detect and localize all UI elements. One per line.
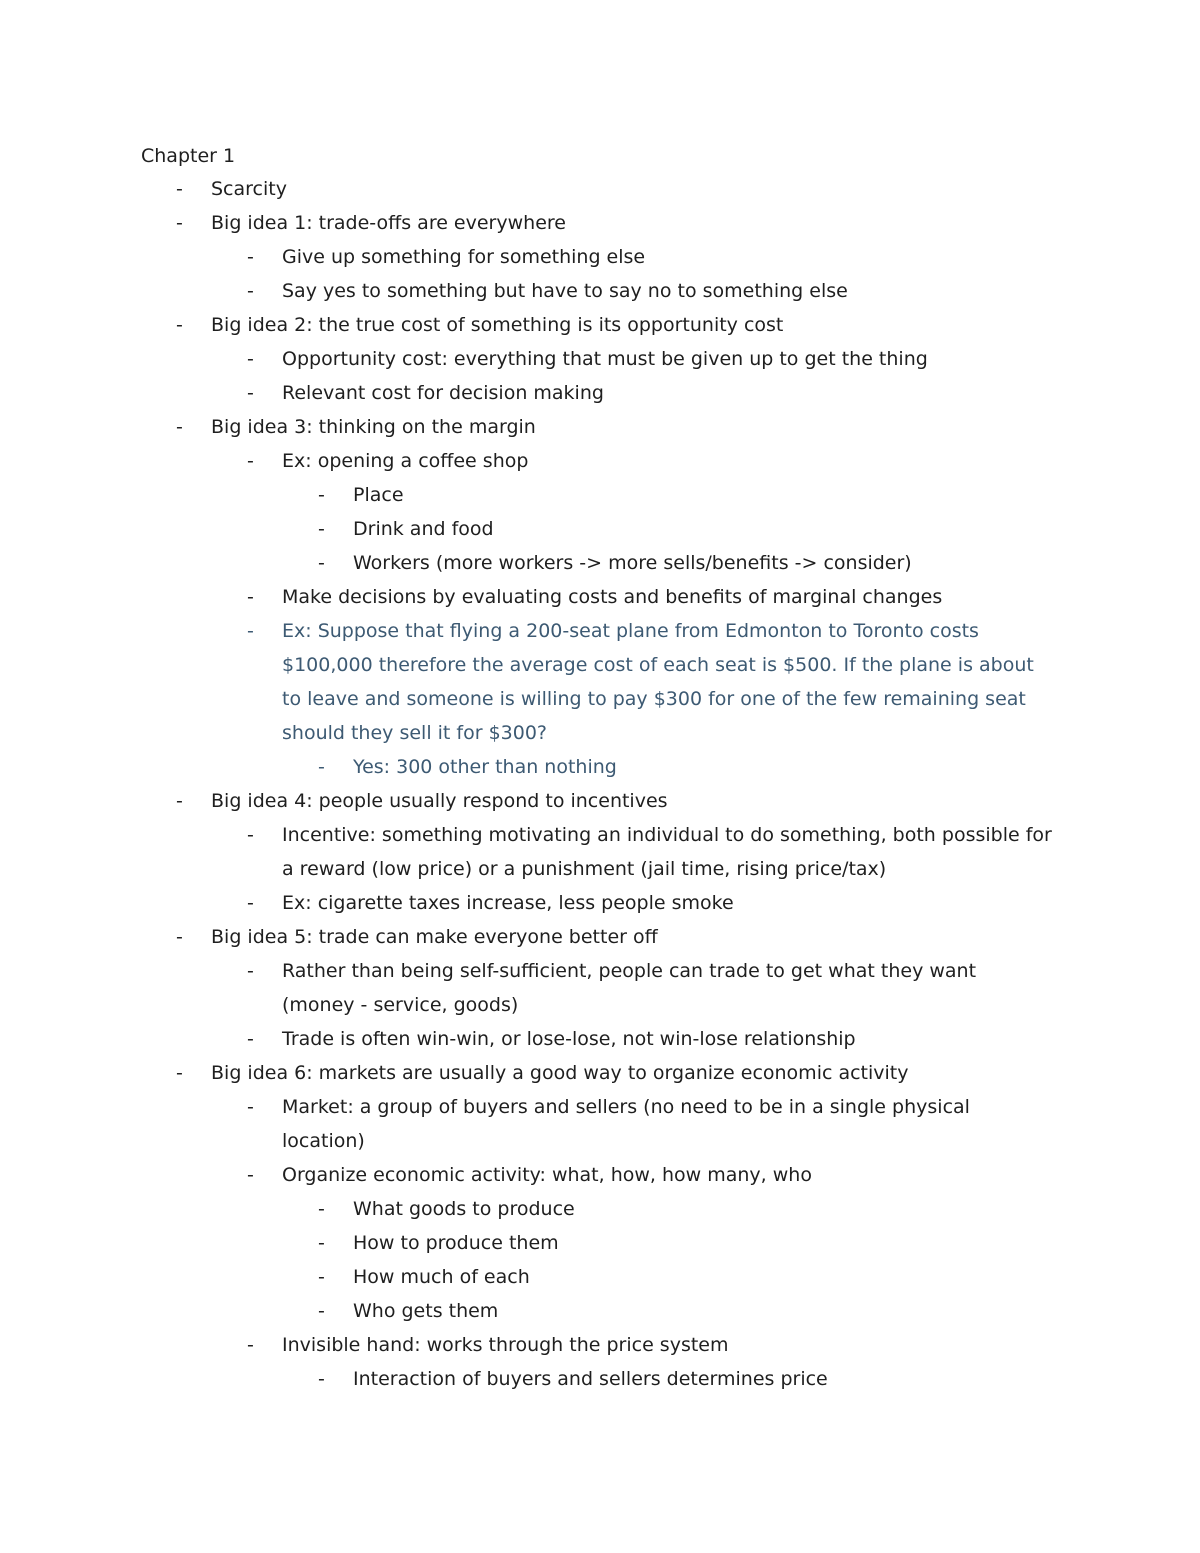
bullet-dash: - xyxy=(176,790,183,812)
bullet-dash: - xyxy=(247,1028,254,1050)
bullet-dash: - xyxy=(318,552,325,574)
bullet-dash: - xyxy=(176,314,183,336)
outline-item-level-2: Organize economic activity: what, how, how many, who xyxy=(282,1164,812,1186)
outline-item-level-1: Big idea 1: trade-offs are everywhere xyxy=(211,212,566,234)
bullet-dash: - xyxy=(247,450,254,472)
bullet-dash: - xyxy=(247,348,254,370)
bullet-dash: - xyxy=(318,518,325,540)
outline-item-level-2: Make decisions by evaluating costs and benefits of marginal changes xyxy=(282,586,943,608)
outline-item-level-2: to leave and someone is willing to pay $300 for one of the few remaining seat xyxy=(282,688,1026,710)
outline-item-level-2: Ex: cigarette taxes increase, less people smoke xyxy=(282,892,734,914)
bullet-dash: - xyxy=(318,756,325,778)
bullet-dash: - xyxy=(247,960,254,982)
outline-item-level-2: Market: a group of buyers and sellers (no need to be in a single physical xyxy=(282,1096,970,1118)
bullet-dash: - xyxy=(247,1096,254,1118)
outline-item-level-2: Ex: Suppose that flying a 200-seat plane from Edmonton to Toronto costs xyxy=(282,620,979,642)
outline-item-level-1: Big idea 6: markets are usually a good way to organize economic activity xyxy=(211,1062,909,1084)
outline-item-level-1: Big idea 4: people usually respond to incentives xyxy=(211,790,668,812)
bullet-dash: - xyxy=(176,1062,183,1084)
bullet-dash: - xyxy=(247,824,254,846)
outline-item-level-2: Give up something for something else xyxy=(282,246,646,268)
outline-item-level-3: Drink and food xyxy=(353,518,494,540)
bullet-dash: - xyxy=(318,1368,325,1390)
outline-item-level-3: Interaction of buyers and sellers determines price xyxy=(353,1368,828,1390)
outline-item-level-1: Big idea 3: thinking on the margin xyxy=(211,416,536,438)
outline-item-level-1: Big idea 2: the true cost of something is its opportunity cost xyxy=(211,314,784,336)
outline-item-level-3: Yes: 300 other than nothing xyxy=(353,756,617,778)
bullet-dash: - xyxy=(318,484,325,506)
outline-item-level-2: Rather than being self-sufficient, people can trade to get what they want xyxy=(282,960,977,982)
bullet-dash: - xyxy=(318,1300,325,1322)
bullet-dash: - xyxy=(176,212,183,234)
bullet-dash: - xyxy=(247,280,254,302)
outline-item-level-3: How to produce them xyxy=(353,1232,559,1254)
outline-item-level-2: Invisible hand: works through the price system xyxy=(282,1334,729,1356)
outline-item-level-2: Ex: opening a coffee shop xyxy=(282,450,529,472)
outline-item-level-2: Relevant cost for decision making xyxy=(282,382,604,404)
outline-item-level-2: Opportunity cost: everything that must be given up to get the thing xyxy=(282,348,928,370)
bullet-dash: - xyxy=(318,1232,325,1254)
bullet-dash: - xyxy=(176,926,183,948)
bullet-dash: - xyxy=(247,892,254,914)
bullet-dash: - xyxy=(318,1198,325,1220)
outline-item-level-1: Big idea 5: trade can make everyone better off xyxy=(211,926,658,948)
bullet-dash: - xyxy=(318,1266,325,1288)
outline-item-level-2: $100,000 therefore the average cost of each seat is $500. If the plane is about xyxy=(282,654,1034,676)
outline-item-level-2: Trade is often win-win, or lose-lose, not win-lose relationship xyxy=(282,1028,856,1050)
bullet-dash: - xyxy=(247,620,254,642)
outline-item-level-3: Who gets them xyxy=(353,1300,499,1322)
outline-item-level-2: Incentive: something motivating an individual to do something, both possible for xyxy=(282,824,1052,846)
outline-item-level-3: What goods to produce xyxy=(353,1198,575,1220)
outline-item-level-1: Scarcity xyxy=(211,178,287,200)
outline-item-level-3: How much of each xyxy=(353,1266,530,1288)
bullet-dash: - xyxy=(176,416,183,438)
bullet-dash: - xyxy=(247,1164,254,1186)
bullet-dash: - xyxy=(176,178,183,200)
outline-item-level-3: Workers (more workers -> more sells/benefits -> consider) xyxy=(353,552,912,574)
bullet-dash: - xyxy=(247,586,254,608)
bullet-dash: - xyxy=(247,382,254,404)
outline-item-level-3: Place xyxy=(353,484,404,506)
chapter-title: Chapter 1 xyxy=(141,145,236,167)
outline-item-level-2: a reward (low price) or a punishment (jail time, rising price/tax) xyxy=(282,858,887,880)
bullet-dash: - xyxy=(247,1334,254,1356)
outline-item-level-2: should they sell it for $300? xyxy=(282,722,548,744)
outline-item-level-2: location) xyxy=(282,1130,365,1152)
bullet-dash: - xyxy=(247,246,254,268)
outline-item-level-2: (money - service, goods) xyxy=(282,994,519,1016)
outline-item-level-2: Say yes to something but have to say no to something else xyxy=(282,280,848,302)
